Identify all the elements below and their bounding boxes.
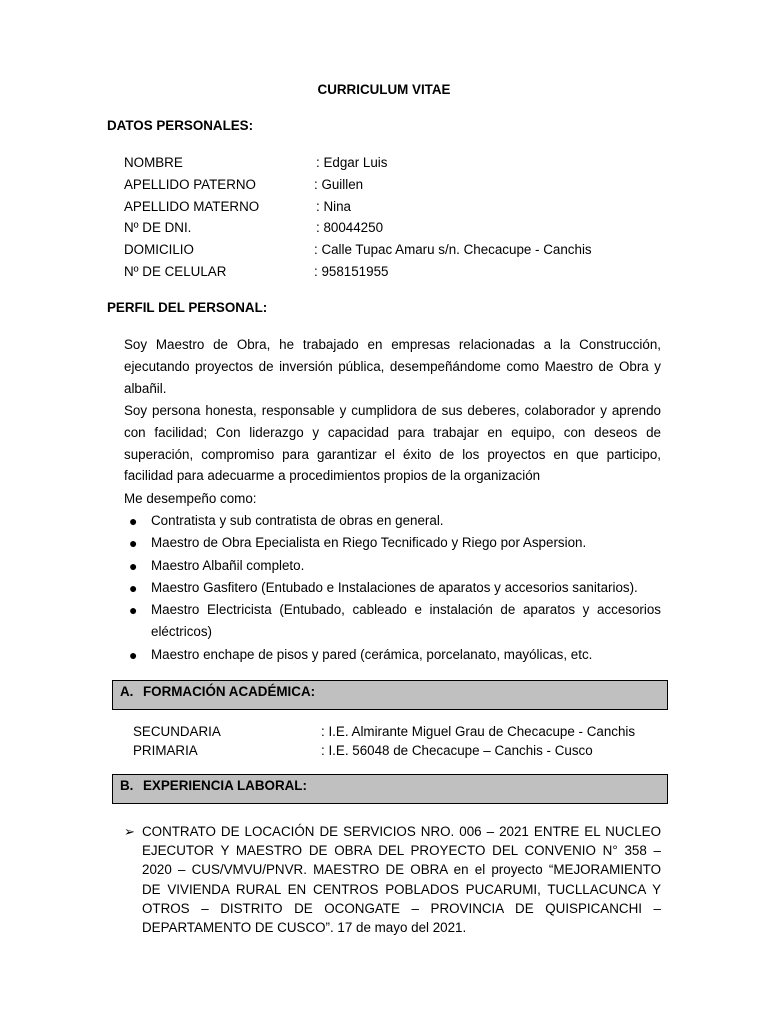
personal-value: : 958151955 <box>314 264 389 279</box>
list-item <box>124 532 661 554</box>
personal-label: Nº DE CELULAR <box>124 264 227 279</box>
list-item <box>124 577 661 599</box>
profile-heading: PERFIL DEL PERSONAL: <box>107 300 268 315</box>
bullet-icon: ● <box>129 602 138 619</box>
skill-text: Maestro Albañil completo. <box>151 557 305 573</box>
arrow-bullet-icon: ➢ <box>124 824 135 839</box>
education-value: : I.E. Almirante Miguel Grau de Checacupe - Canchis <box>321 724 636 739</box>
bullet-icon: ● <box>129 579 138 596</box>
bullet-icon: ● <box>129 557 138 574</box>
section-letter: B. <box>120 778 134 793</box>
section-letter: A. <box>120 684 134 699</box>
skill-text: Contratista y sub contratista de obras en general. <box>151 513 444 528</box>
experience-text: CONTRATO DE LOCACIÓN DE SERVICIOS NRO. 006 – 2021 ENTRE EL NUCLEO EJECUTOR Y MAESTRO DE OBRA DEL PROYECTO DEL CONVENIO N° 358 – 2020 – CUS/VMVU/PNVR. MAESTRO DE OBRA en el proyecto “MEJORAMIENTO DE VIVIENDA RURAL EN CENTROS POBLADOS PUCARUMI, TUCLLACUNCA Y OTROS – DISTRITO DE OCONGATE – PROVINCIA DE QUISPICANCHI – DEPARTAMENTO DE CUSCO”. 17 de mayo del 2021. <box>142 824 661 936</box>
experience-entry <box>124 822 661 937</box>
education-heading: FORMACIÓN ACADÉMICA: <box>143 684 316 699</box>
personal-label: NOMBRE <box>124 155 183 170</box>
personal-value: : Guillen <box>314 177 364 192</box>
skill-text: Maestro enchape de pisos y pared (cerámica, porcelanato, mayólicas, etc. <box>151 646 593 662</box>
list-item <box>124 644 661 666</box>
bullet-icon: ● <box>129 535 138 552</box>
skills-list <box>124 510 661 666</box>
profile-paragraph: Soy persona honesta, responsable y cumplidora de sus deberes, colaborador y aprendo con facilidad; Con liderazgo y capacidad para trabajar en equipo, con deseos de superación, compromiso para garantizar el éxito de los proyectos en que participo, facilidad para adecuarme a procedimientos propios de la organización <box>124 403 661 484</box>
personal-value: : Nina <box>316 199 351 214</box>
skill-text: Maestro Electricista (Entubado, cableado e instalación de aparatos y accesorios eléctricos) <box>151 602 661 640</box>
document-title: CURRICULUM VITAE <box>317 82 451 97</box>
education-section-header <box>112 680 668 710</box>
personal-label: APELLIDO PATERNO <box>124 177 256 192</box>
bullet-icon: ● <box>129 646 138 663</box>
education-label: SECUNDARIA <box>133 724 221 739</box>
skill-text: Maestro Gasfitero (Entubado e Instalaciones de aparatos y accesorios sanitarios). <box>151 579 638 595</box>
personal-label: APELLIDO MATERNO <box>124 199 260 214</box>
experience-section-header <box>112 774 668 804</box>
experience-heading: EXPERIENCIA LABORAL: <box>143 778 307 793</box>
bullet-icon: ● <box>129 513 138 529</box>
list-item <box>124 599 661 644</box>
list-item <box>124 510 661 532</box>
personal-value: : 80044250 <box>316 220 384 235</box>
education-label: PRIMARIA <box>133 743 198 758</box>
personal-label: DOMICILIO <box>124 242 194 257</box>
personal-value: : Edgar Luis <box>316 155 388 170</box>
list-item <box>124 555 661 577</box>
profile-paragraph: Soy Maestro de Obra, he trabajado en empresas relacionadas a la Construcción, ejecutando proyectos de inversión pública, desempeñándome como Maestro de Obra y albañil. <box>124 337 661 396</box>
personal-label: Nº DE DNI. <box>124 220 192 235</box>
skill-text: Maestro de Obra Epecialista en Riego Tecnificado y Riego por Aspersion. <box>151 535 587 551</box>
education-value: : I.E. 56048 de Checacupe – Canchis - Cusco <box>321 743 593 758</box>
skills-intro: Me desempeño como: <box>124 491 257 506</box>
personal-value: : Calle Tupac Amaru s/n. Checacupe - Canchis <box>314 242 592 257</box>
personal-data-heading: DATOS PERSONALES: <box>107 118 254 133</box>
